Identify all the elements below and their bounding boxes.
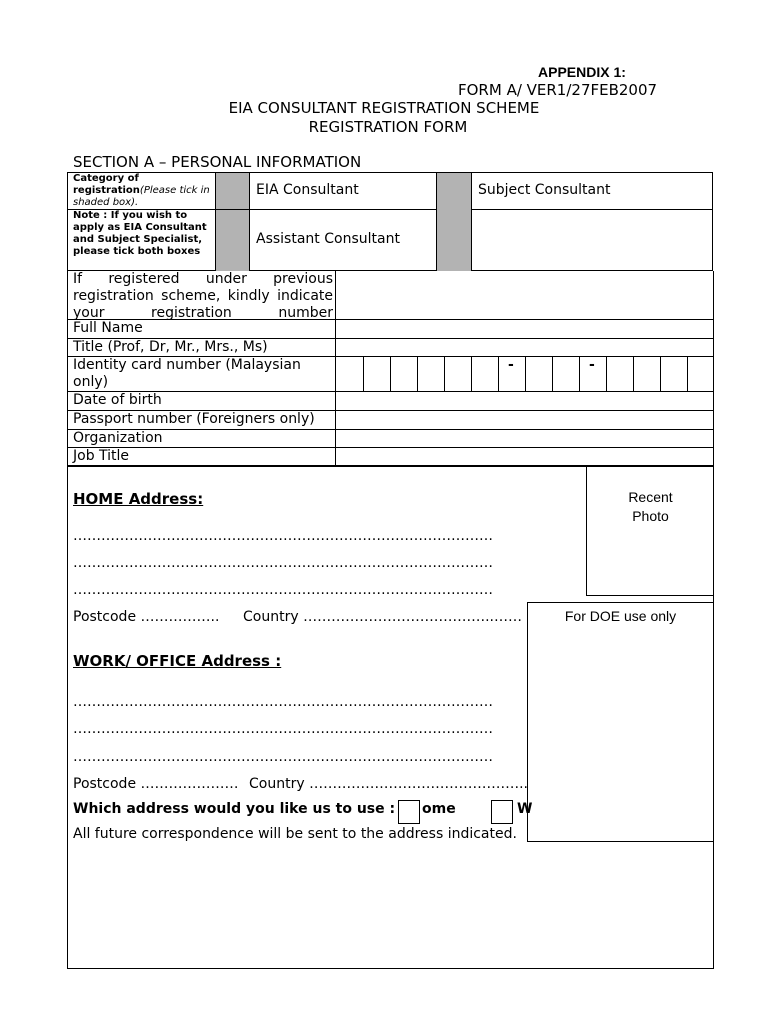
ic-dash-1: -: [508, 357, 514, 373]
eia-consultant-checkbox[interactable]: [216, 173, 249, 209]
work-address-line-3[interactable]: ………………………………………………………………………………: [73, 749, 493, 765]
address-choice-question: Which address would you like us to use :: [73, 801, 396, 817]
previous-registration-row: [68, 271, 713, 320]
job-title-label: Job Title: [73, 448, 130, 464]
full-name-row: [68, 320, 713, 339]
job-title-input[interactable]: [336, 448, 713, 465]
full-name-label: Full Name: [73, 320, 143, 336]
home-address-checkbox[interactable]: [398, 800, 420, 824]
category-label: Category of registration(Please tick in shaded box).: [73, 173, 210, 208]
title-input[interactable]: [336, 339, 713, 356]
dob-input[interactable]: [336, 392, 713, 410]
work-country[interactable]: Country ………………………………………..: [249, 776, 528, 792]
work-address-heading: WORK/ OFFICE Address :: [73, 652, 282, 670]
recent-photo-box[interactable]: [586, 466, 714, 596]
form-title: EIA CONSULTANT REGISTRATION SCHEME: [228, 99, 540, 117]
address-choice-note: All future correspondence will be sent to the address indicated.: [73, 826, 517, 842]
job-title-row: [68, 448, 713, 466]
home-country[interactable]: Country …………………………………..……: [243, 609, 522, 625]
organization-label: Organization: [73, 430, 163, 446]
category-note: Note : If you wish to apply as EIA Consultant and Subject Specialist, please tick both boxes: [73, 210, 207, 257]
work-postcode[interactable]: Postcode …………………: [73, 776, 239, 792]
passport-row: [68, 411, 713, 430]
dob-row: [68, 392, 713, 411]
previous-registration-label: If registered under previous registration scheme, kindly indicate your registration number: [73, 271, 333, 321]
work-address-checkbox[interactable]: [491, 800, 513, 824]
assistant-consultant-label: Assistant Consultant: [256, 231, 400, 247]
doe-use-label: For DOE use only: [564, 608, 677, 624]
organization-row: [68, 430, 713, 448]
home-address-line-1[interactable]: ………………………………………………………………………………: [73, 528, 493, 544]
home-address-line-3[interactable]: ………………………………………………………………………………: [73, 582, 493, 598]
work-address-line-1[interactable]: ………………………………………………………………………………: [73, 694, 493, 710]
subject-consultant-label: Subject Consultant: [478, 182, 611, 198]
home-option-label: ome: [422, 801, 456, 817]
full-name-input[interactable]: [336, 320, 713, 338]
doe-use-box: [527, 602, 714, 842]
recent-photo-line2: Photo: [632, 508, 669, 524]
category-table: [67, 172, 713, 271]
title-row: [68, 339, 713, 357]
ic-label: Identity card number (Malaysian only): [73, 357, 301, 390]
passport-input[interactable]: [336, 411, 713, 429]
personal-info-table: [67, 271, 714, 467]
subject-consultant-checkbox[interactable]: [437, 173, 471, 271]
section-a-heading: SECTION A – PERSONAL INFORMATION: [73, 153, 362, 171]
home-postcode[interactable]: Postcode ……………..: [73, 609, 220, 625]
form-reference: FORM A/ VER1/27FEB2007: [458, 81, 658, 99]
appendix-label: APPENDIX 1:: [538, 64, 626, 80]
work-address-line-2[interactable]: ………………………………………………………………………………: [73, 721, 493, 737]
organization-input[interactable]: [336, 430, 713, 447]
ic-row: [68, 357, 713, 392]
form-subtitle: REGISTRATION FORM: [308, 118, 468, 136]
ic-input[interactable]: [336, 357, 713, 391]
home-address-line-2[interactable]: ………………………………………………………………………………: [73, 555, 493, 571]
passport-label: Passport number (Foreigners only): [73, 411, 315, 427]
work-option-label: W: [517, 801, 533, 817]
recent-photo-line1: Recent: [628, 489, 673, 505]
ic-dash-2: -: [589, 357, 595, 373]
eia-consultant-label: EIA Consultant: [256, 182, 359, 198]
home-address-heading: HOME Address:: [73, 490, 204, 508]
previous-registration-input[interactable]: [336, 271, 713, 319]
dob-label: Date of birth: [73, 392, 162, 408]
assistant-consultant-checkbox[interactable]: [216, 210, 249, 271]
title-label: Title (Prof, Dr, Mr., Mrs., Ms): [73, 339, 268, 355]
